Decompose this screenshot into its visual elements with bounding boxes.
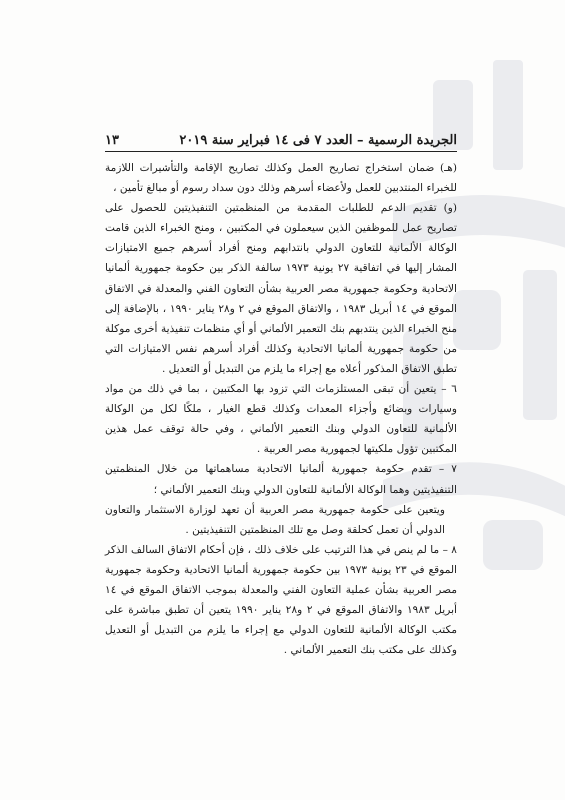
paragraph-6: ٦ – يتعين أن تبقى المستلزمات التي تزود بها المكتبين ، بما في ذلك من مواد وسيارات وبضائع وأجزاء المعدات وكذلك قطع الغيار ، ملكًا لكل من الوكالة الألمانية للتعاون الدولي وبنك التعمير الألماني ، وفي حالة توقف عمل هذين المكتبين تؤول ملكيتها لجمهورية مصر العربية .: [105, 383, 457, 456]
paragraph-h: (هـ) ضمان استخراج تصاريح العمل وكذلك تصاريح الإقامة والتأشيرات اللازمة للخبراء المنتدبين للعمل ولأعضاء أسرهم وذلك دون سداد رسوم أو مبالغ تأمين ،: [105, 162, 457, 195]
header-divider: [105, 151, 457, 152]
document-body: [105, 158, 457, 660]
paragraph-w: (و) تقديم الدعم للطلبات المقدمة من المنظمتين التنفيذيتين للحصول على تصاريح عمل للموظفين الذين سيعملون في المكتبين ، ومنح الخبراء الذين قامت الوكالة الألمانية للتعاون الدولي بانتدابهم ومنح أفراد أسرهم جميع الامتيازات المشار إليها في اتفاقية ٢٧ يونية ١٩٧٣ سالفة الذكر بين حكومة جمهورية ألمانيا الاتحادية وحكومة جمهورية مصر العربية بشأن التعاون الفني والمعدلة في الاتفاق الموقع في ١٤ أبريل ١٩٨٣ ، والاتفاق الموقع في ٢ و٢٨ يناير ١٩٩٠ ، بالإضافة إلى منح الخبراء الذين ينتدبهم بنك التعمير الألماني أو أي منظمات تنفيذية أخرى موكلة من حكومة جمهورية ألمانيا الاتحادية وكذلك أفراد أسرهم نفس الامتيازات التي تطبق الاتفاق المذكور أعلاه مع إجراء ما يلزم من التبديل أو التعديل .: [105, 202, 457, 375]
page-header: [105, 126, 457, 148]
newspaper-title: الجريدة الرسمية – العدد ٧ فى ١٤ فبراير سنة ٢٠١٩: [179, 133, 457, 148]
page-number: ١٣: [105, 133, 119, 148]
paragraph-7-continued: ويتعين على حكومة جمهورية مصر العربية أن تعهد لوزارة الاستثمار والتعاون الدولي أن تعمل كحلقة وصل مع تلك المنظمتين التنفيذيتين .: [105, 503, 445, 536]
paragraph-8: ٨ – ما لم ينص في هذا الترتيب على خلاف ذلك ، فإن أحكام الاتفاق السالف الذكر الموقع في ٢٣ يونية ١٩٧٣ بين حكومة جمهورية ألمانيا الاتحادية وحكومة جمهورية مصر العربية بشأن عملية التعاون الفني والمعدلة بموجب الاتفاق الموقع في ١٤ أبريل ١٩٨٣ والاتفاق الموقع في ٢ و٢٨ يناير ١٩٩٠ يتعين أن تطبق مباشرة على مكتب الوكالة الألمانية للتعاون الدولي مع إجراء ما يلزم من التبديل أو التعديل وكذلك على مكتب بنك التعمير الألماني .: [105, 543, 457, 657]
paragraph-7: ٧ – تقدم حكومة جمهورية ألمانيا الاتحادية مساهماتها من خلال المنظمتين التنفيذيتين وهما الوكالة الألمانية للتعاون الدولي وبنك التعمير الألماني ؛: [105, 463, 457, 496]
